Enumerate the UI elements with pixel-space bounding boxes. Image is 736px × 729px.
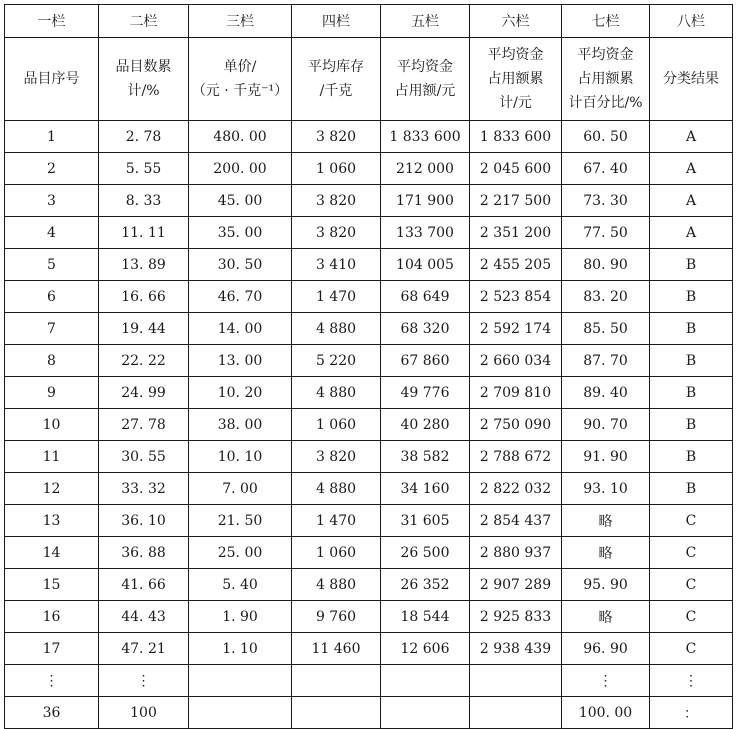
cell-unit-price: 46. 70 (189, 281, 292, 313)
cell-item-number: 3 (5, 185, 99, 217)
cell-cumulative-capital: 2 523 854 (470, 281, 562, 313)
cell-cumulative-percent: 略 (562, 537, 650, 569)
cell-avg-inventory: 3 410 (292, 249, 381, 281)
cell-avg-inventory: 4 880 (292, 473, 381, 505)
table-row (5, 601, 733, 633)
field-header-item-number: 品目序号 (5, 38, 99, 121)
table-row (5, 153, 733, 185)
column-header: 二栏 (99, 5, 189, 38)
cell-item-number: 7 (5, 313, 99, 345)
cell-cumulative-capital: 2 907 289 (470, 569, 562, 601)
cell-cumulative-percent: 85. 50 (562, 313, 650, 345)
table-row (5, 473, 733, 505)
cell-class-result: C (650, 569, 733, 601)
table-row (5, 665, 733, 697)
cell-unit-price: 25. 00 (189, 537, 292, 569)
cell-avg-inventory: 3 820 (292, 217, 381, 249)
table-row (5, 185, 733, 217)
cell-cumulative-percent: 略 (562, 505, 650, 537)
cell-unit-price (189, 665, 292, 697)
cell-cumulative-percent: 60. 50 (562, 121, 650, 153)
cell-cumulative-percent: 87. 70 (562, 345, 650, 377)
column-number-row (5, 5, 733, 38)
table-row (5, 249, 733, 281)
cell-cumulative-capital: 2 822 032 (470, 473, 562, 505)
cell-avg-inventory: 1 470 (292, 505, 381, 537)
cell-avg-capital: 38 582 (381, 441, 470, 473)
cell-avg-inventory (292, 665, 381, 697)
cell-unit-price: 30. 50 (189, 249, 292, 281)
cell-class-result: B (650, 441, 733, 473)
cell-avg-capital: 212 000 (381, 153, 470, 185)
cell-cumulative-percent: 95. 90 (562, 569, 650, 601)
cell-class-result: C (650, 505, 733, 537)
cell-cumulative-items: 47. 21 (99, 633, 189, 665)
cell-cumulative-capital: 2 750 090 (470, 409, 562, 441)
cell-cumulative-items: 16. 66 (99, 281, 189, 313)
cell-unit-price: 1. 90 (189, 601, 292, 633)
table-row (5, 313, 733, 345)
cell-class-result: B (650, 249, 733, 281)
cell-cumulative-percent: ⋮ (562, 665, 650, 697)
cell-class-result: A (650, 153, 733, 185)
cell-cumulative-capital: 2 045 600 (470, 153, 562, 185)
cell-unit-price: 480. 00 (189, 121, 292, 153)
cell-cumulative-items: 24. 99 (99, 377, 189, 409)
cell-item-number: 36 (5, 697, 99, 729)
cell-cumulative-percent: 略 (562, 601, 650, 633)
cell-cumulative-percent: 83. 20 (562, 281, 650, 313)
cell-class-result: B (650, 281, 733, 313)
field-header-cumulative-capital: 平均资金 占用额累 计/元 (470, 38, 562, 121)
cell-cumulative-items: 2. 78 (99, 121, 189, 153)
cell-avg-inventory: 3 820 (292, 185, 381, 217)
cell-item-number: 6 (5, 281, 99, 313)
cell-class-result: C (650, 633, 733, 665)
field-header-cumulative-percent: 平均资金 占用额累 计百分比/% (562, 38, 650, 121)
cell-avg-capital: 171 900 (381, 185, 470, 217)
table-row (5, 345, 733, 377)
cell-unit-price (189, 697, 292, 729)
cell-avg-inventory: 3 820 (292, 441, 381, 473)
cell-cumulative-percent: 80. 90 (562, 249, 650, 281)
column-header: 四栏 (292, 5, 381, 38)
table-row (5, 441, 733, 473)
cell-item-number: ⋮ (5, 665, 99, 697)
table-row (5, 697, 733, 729)
cell-avg-capital: 49 776 (381, 377, 470, 409)
cell-avg-inventory: 4 880 (292, 377, 381, 409)
cell-class-result: B (650, 473, 733, 505)
cell-cumulative-percent: 100. 00 (562, 697, 650, 729)
field-header-avg-inventory: 平均库存 /千克 (292, 38, 381, 121)
cell-avg-inventory: 9 760 (292, 601, 381, 633)
field-header-unit-price: 单价/ （元 · 千克⁻¹） (189, 38, 292, 121)
table-row (5, 281, 733, 313)
table-row (5, 409, 733, 441)
cell-class-result: B (650, 345, 733, 377)
column-header: 七栏 (562, 5, 650, 38)
cell-class-result: A (650, 185, 733, 217)
cell-unit-price: 7. 00 (189, 473, 292, 505)
cell-unit-price: 14. 00 (189, 313, 292, 345)
cell-cumulative-items: 27. 78 (99, 409, 189, 441)
cell-cumulative-items: 22. 22 (99, 345, 189, 377)
cell-class-result: A (650, 217, 733, 249)
cell-avg-capital: 40 280 (381, 409, 470, 441)
cell-item-number: 11 (5, 441, 99, 473)
table-row (5, 569, 733, 601)
field-header-avg-capital: 平均资金 占用额/元 (381, 38, 470, 121)
cell-cumulative-capital: 1 833 600 (470, 121, 562, 153)
cell-cumulative-capital: 2 788 672 (470, 441, 562, 473)
field-header-class-result: 分类结果 (650, 38, 733, 121)
cell-item-number: 2 (5, 153, 99, 185)
cell-item-number: 1 (5, 121, 99, 153)
cell-item-number: 9 (5, 377, 99, 409)
cell-avg-capital: 1 833 600 (381, 121, 470, 153)
cell-cumulative-percent: 67. 40 (562, 153, 650, 185)
cell-item-number: 10 (5, 409, 99, 441)
cell-cumulative-capital (470, 697, 562, 729)
cell-cumulative-capital: 2 925 833 (470, 601, 562, 633)
cell-cumulative-items: ⋮ (99, 665, 189, 697)
column-header: 五栏 (381, 5, 470, 38)
cell-cumulative-items: 8. 33 (99, 185, 189, 217)
cell-class-result: B (650, 377, 733, 409)
table-row (5, 537, 733, 569)
cell-cumulative-capital: 2 592 174 (470, 313, 562, 345)
cell-item-number: 8 (5, 345, 99, 377)
cell-cumulative-capital: 2 660 034 (470, 345, 562, 377)
cell-class-result: ⋮ (650, 665, 733, 697)
cell-cumulative-capital: 2 455 205 (470, 249, 562, 281)
cell-unit-price: 13. 00 (189, 345, 292, 377)
cell-cumulative-items: 100 (99, 697, 189, 729)
field-header-cumulative-items: 品目数累 计/% (99, 38, 189, 121)
cell-cumulative-percent: 89. 40 (562, 377, 650, 409)
cell-avg-capital: 18 544 (381, 601, 470, 633)
cell-avg-capital (381, 697, 470, 729)
cell-cumulative-items: 11. 11 (99, 217, 189, 249)
table-row (5, 217, 733, 249)
cell-class-result: B (650, 313, 733, 345)
cell-item-number: 13 (5, 505, 99, 537)
cell-avg-inventory: 1 060 (292, 409, 381, 441)
table-row (5, 377, 733, 409)
cell-cumulative-capital (470, 665, 562, 697)
cell-avg-inventory: 1 060 (292, 153, 381, 185)
cell-unit-price: 10. 20 (189, 377, 292, 409)
cell-cumulative-capital: 2 351 200 (470, 217, 562, 249)
cell-class-result: C (650, 537, 733, 569)
cell-cumulative-percent: 91. 90 (562, 441, 650, 473)
column-header: 一栏 (5, 5, 99, 38)
cell-class-result: B (650, 409, 733, 441)
cell-cumulative-items: 5. 55 (99, 153, 189, 185)
cell-avg-inventory: 1 470 (292, 281, 381, 313)
cell-avg-capital: 68 649 (381, 281, 470, 313)
cell-cumulative-percent: 73. 30 (562, 185, 650, 217)
cell-avg-inventory: 5 220 (292, 345, 381, 377)
column-header: 三栏 (189, 5, 292, 38)
cell-unit-price: 21. 50 (189, 505, 292, 537)
cell-cumulative-percent: 96. 90 (562, 633, 650, 665)
cell-avg-capital: 31 605 (381, 505, 470, 537)
cell-cumulative-capital: 2 938 439 (470, 633, 562, 665)
cell-cumulative-items: 44. 43 (99, 601, 189, 633)
cell-cumulative-percent: 77. 50 (562, 217, 650, 249)
table-row (5, 505, 733, 537)
cell-item-number: 16 (5, 601, 99, 633)
cell-item-number: 4 (5, 217, 99, 249)
cell-avg-inventory: 3 820 (292, 121, 381, 153)
cell-cumulative-percent: 93. 10 (562, 473, 650, 505)
cell-cumulative-capital: 2 709 810 (470, 377, 562, 409)
cell-unit-price: 1. 10 (189, 633, 292, 665)
cell-unit-price: 10. 10 (189, 441, 292, 473)
cell-avg-inventory (292, 697, 381, 729)
cell-unit-price: 200. 00 (189, 153, 292, 185)
column-header: 八栏 (650, 5, 733, 38)
cell-cumulative-capital: 2 217 500 (470, 185, 562, 217)
cell-cumulative-capital: 2 854 437 (470, 505, 562, 537)
cell-avg-capital: 26 352 (381, 569, 470, 601)
cell-avg-capital (381, 665, 470, 697)
cell-avg-capital: 12 606 (381, 633, 470, 665)
cell-avg-capital: 34 160 (381, 473, 470, 505)
cell-avg-inventory: 4 880 (292, 569, 381, 601)
cell-avg-inventory: 11 460 (292, 633, 381, 665)
cell-item-number: 5 (5, 249, 99, 281)
cell-cumulative-items: 33. 32 (99, 473, 189, 505)
cell-class-result: A (650, 121, 733, 153)
cell-unit-price: 35. 00 (189, 217, 292, 249)
cell-avg-capital: 26 500 (381, 537, 470, 569)
cell-avg-capital: 104 005 (381, 249, 470, 281)
table-row (5, 121, 733, 153)
column-header: 六栏 (470, 5, 562, 38)
cell-item-number: 15 (5, 569, 99, 601)
cell-avg-capital: 67 860 (381, 345, 470, 377)
field-header-row (5, 38, 733, 121)
cell-avg-capital: 68 320 (381, 313, 470, 345)
cell-avg-capital: 133 700 (381, 217, 470, 249)
cell-cumulative-items: 36. 88 (99, 537, 189, 569)
cell-cumulative-items: 30. 55 (99, 441, 189, 473)
cell-item-number: 17 (5, 633, 99, 665)
cell-unit-price: 38. 00 (189, 409, 292, 441)
cell-cumulative-items: 19. 44 (99, 313, 189, 345)
abc-classification-table (4, 4, 733, 729)
cell-avg-inventory: 4 880 (292, 313, 381, 345)
cell-unit-price: 45. 00 (189, 185, 292, 217)
table-row (5, 633, 733, 665)
cell-unit-price: 5. 40 (189, 569, 292, 601)
cell-cumulative-items: 36. 10 (99, 505, 189, 537)
cell-cumulative-items: 41. 66 (99, 569, 189, 601)
cell-avg-inventory: 1 060 (292, 537, 381, 569)
cell-cumulative-items: 13. 89 (99, 249, 189, 281)
cell-class-result: ： (650, 697, 733, 729)
cell-cumulative-capital: 2 880 937 (470, 537, 562, 569)
cell-item-number: 14 (5, 537, 99, 569)
cell-item-number: 12 (5, 473, 99, 505)
cell-class-result: C (650, 601, 733, 633)
cell-cumulative-percent: 90. 70 (562, 409, 650, 441)
